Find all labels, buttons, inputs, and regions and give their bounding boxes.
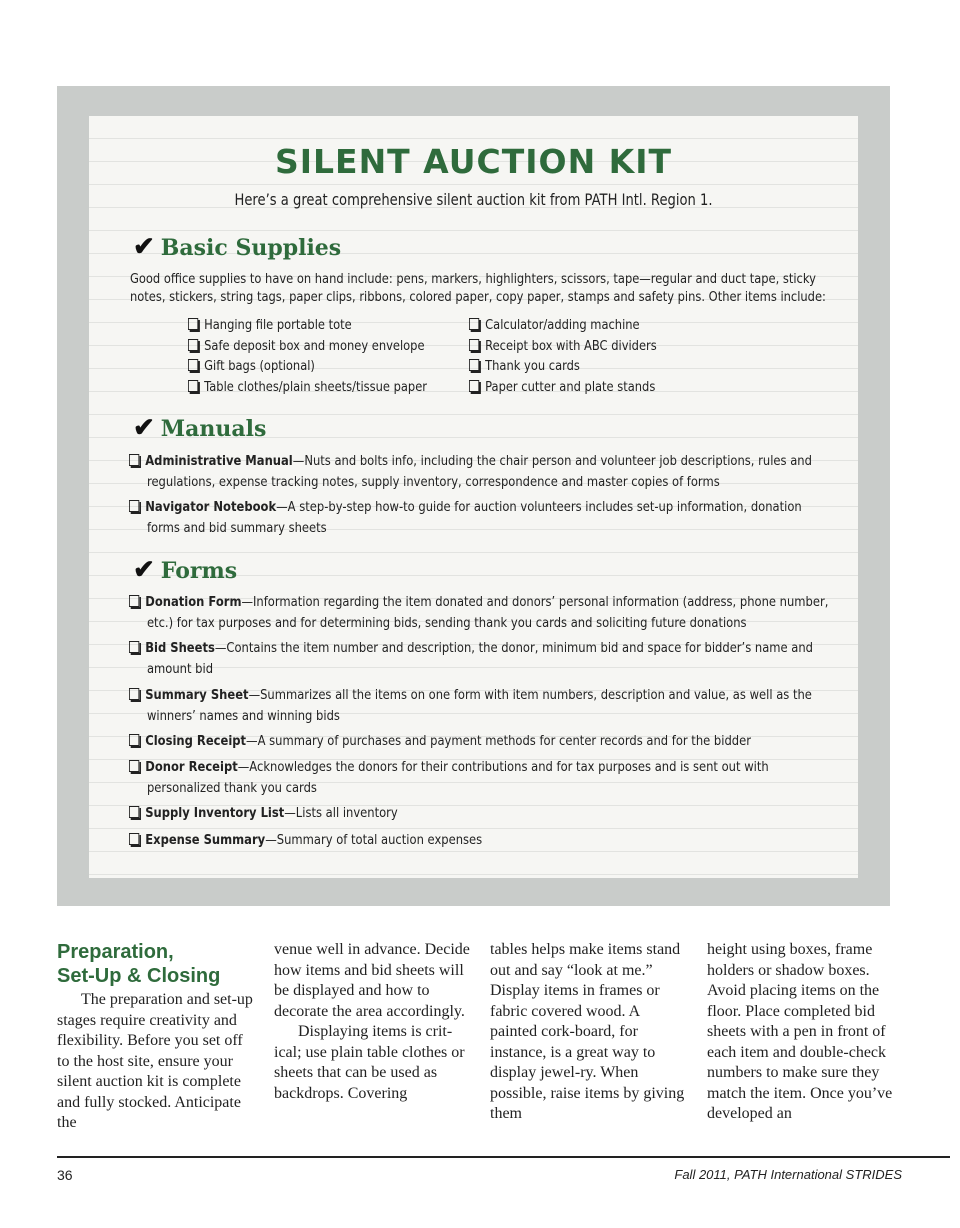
checkbox-icon	[129, 500, 139, 512]
checkbox-icon	[129, 641, 139, 653]
list-item: Thank you cards	[469, 356, 657, 377]
list-item: Calculator/adding machine	[469, 315, 657, 336]
manual-item: Administrative Manual—Nuts and bolts info, including the chair person and volunteer job descriptions, rules and regulations, expense tracking notes, supply inventory, correspondence and master copies of forms	[129, 451, 830, 492]
forms-heading	[133, 555, 237, 585]
check-icon: ✔	[133, 232, 155, 262]
checkbox-icon	[188, 380, 198, 392]
checkbox-icon	[129, 760, 139, 772]
page-number: 36	[57, 1167, 73, 1183]
checkbox-icon	[129, 595, 139, 607]
kit-subtitle: Here’s a great comprehensive silent auction kit from PATH Intl. Region 1.	[234, 190, 713, 209]
form-item: Donation Form—Information regarding the item donated and donors’ personal information (address, phone number, etc.) for tax purposes and for determining bids, sending thank you cards and soliciting future donations	[129, 592, 830, 633]
check-icon: ✔	[133, 413, 155, 443]
article-paragraph: The preparation and set-up stages require creativity and flexibility. Before you set off to the host site, ensure your silent auction kit is complete and fully stocked. Anticipate the	[57, 991, 253, 1131]
supply-list-left	[188, 315, 427, 397]
list-item: Safe deposit box and money envelope	[188, 336, 427, 357]
checkbox-icon	[129, 833, 139, 845]
list-item: Gift bags (optional)	[188, 356, 427, 377]
article-paragraph: height using boxes, frame holders or shadow boxes. Avoid placing items on the floor. Place completed bid sheets with a pen in front of each item and double-check numbers to make sure they match the item. Once you’ve developed an	[707, 941, 893, 1122]
basic-supplies-heading	[133, 232, 341, 262]
basic-supplies-intro: Good office supplies to have on hand include: pens, markers, highlighters, scissors, tape—regular and duct tape, sticky notes, stickers, string tags, paper clips, ribbons, colored paper, copy paper, stamps and safety pins. Other items include:	[130, 271, 826, 305]
article-column-2	[274, 940, 474, 1104]
form-item: Supply Inventory List—Lists all inventory	[129, 803, 830, 824]
form-item: Expense Summary—Summary of total auction expenses	[129, 830, 830, 851]
manual-item: Navigator Notebook—A step-by-step how-to guide for auction volunteers includes set-up information, donation forms and bid summary sheets	[129, 497, 830, 538]
checkbox-icon	[129, 688, 139, 700]
kit-title: SILENT AUCTION KIT	[274, 142, 673, 181]
form-item: Donor Receipt—Acknowledges the donors for their contributions and for tax purposes and is sent out with personalized thank you cards	[129, 757, 830, 798]
checkbox-icon	[469, 339, 479, 351]
supply-list-right	[469, 315, 657, 397]
article-paragraph: Displaying items is crit-ical; use plain table clothes or sheets that can be used as backdrops. Covering	[274, 1023, 465, 1102]
article-heading: Preparation, Set-Up & Closing	[57, 941, 221, 987]
form-item: Closing Receipt—A summary of purchases and payment methods for center records and for the bidder	[129, 731, 830, 752]
article-column-4	[707, 940, 907, 1125]
checkbox-icon	[469, 318, 479, 330]
form-item: Summary Sheet—Summarizes all the items on one form with item numbers, description and value, as well as the winners’ names and winning bids	[129, 685, 830, 726]
silent-auction-kit-card	[89, 116, 858, 878]
checkbox-icon	[188, 359, 198, 371]
article-column-1	[57, 940, 257, 1134]
checkbox-icon	[129, 806, 139, 818]
article-paragraph: tables helps make items stand out and say “look at me.” Display items in frames or fabric covered wood. A painted cork-board, for instance, is a great way to display jewel-ry. When possible, raise items by giving them	[490, 941, 685, 1122]
list-item: Paper cutter and plate stands	[469, 377, 657, 398]
list-item: Receipt box with ABC dividers	[469, 336, 657, 357]
checkbox-icon	[188, 318, 198, 330]
publication-footer: Fall 2011, PATH International STRIDES	[674, 1167, 902, 1182]
checkbox-icon	[188, 339, 198, 351]
article-column-3	[490, 940, 690, 1125]
checkbox-icon	[469, 380, 479, 392]
footer-divider	[57, 1156, 950, 1158]
list-item: Table clothes/plain sheets/tissue paper	[188, 377, 427, 398]
basic-supplies-title: Basic Supplies	[160, 235, 342, 261]
manuals-title: Manuals	[160, 416, 267, 442]
list-item: Hanging file portable tote	[188, 315, 427, 336]
checkbox-icon	[129, 454, 139, 466]
article-paragraph: venue well in advance. Decide how items and bid sheets will be displayed and how to decorate the area accordingly.	[274, 941, 470, 1020]
manuals-heading	[133, 413, 266, 443]
checkbox-icon	[469, 359, 479, 371]
form-item: Bid Sheets—Contains the item number and description, the donor, minimum bid and space for bidder’s name and amount bid	[129, 638, 830, 679]
check-icon: ✔	[133, 555, 155, 585]
checkbox-icon	[129, 734, 139, 746]
forms-title: Forms	[160, 558, 238, 584]
